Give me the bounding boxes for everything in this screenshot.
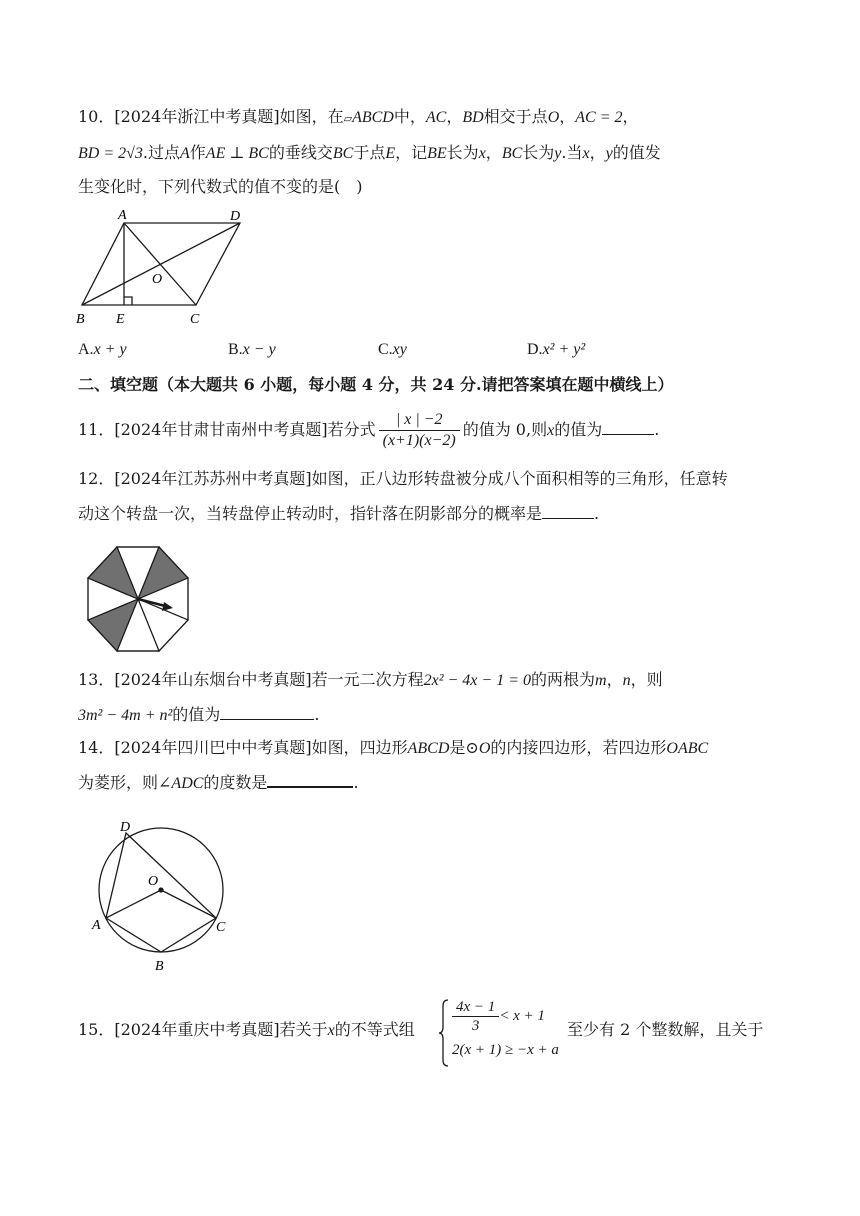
q12-line2: [78, 503, 599, 525]
q11-line: [78, 410, 659, 451]
label-e: E: [116, 312, 125, 327]
label-a: A: [92, 918, 101, 933]
q13-end: .: [314, 705, 320, 724]
q13-text: 的两根为: [531, 670, 596, 689]
q14-number: 14．: [78, 738, 115, 757]
rhombus-oabc: [106, 890, 216, 918]
label-b: B: [76, 312, 85, 327]
q11-text: 的值为: [554, 420, 603, 439]
q14-text: 是: [449, 738, 466, 757]
q14-circle-o: ⊙O: [465, 740, 491, 757]
q13-text: 若一元二次方程: [311, 670, 424, 689]
label-d: D: [120, 820, 131, 835]
q10-bd: BD: [462, 109, 484, 126]
q10-line2: [78, 142, 661, 165]
q13-text: 的值为: [172, 705, 221, 724]
q10-bc: BC: [501, 145, 523, 162]
q10-text: .过点: [142, 143, 180, 162]
diagonal-bd: [82, 223, 240, 305]
q15-inequality-2: 2(x + 1) ≥ −x + a: [452, 1042, 559, 1058]
q10-y: y: [554, 145, 562, 162]
q12-source: [2024年江苏苏州中考真题]: [114, 469, 312, 488]
q10-option-c[interactable]: C.xy: [378, 341, 407, 358]
center-point: [158, 887, 163, 892]
q15-inequality-1: [452, 998, 545, 1035]
q14-text: 的度数是: [203, 773, 268, 792]
q15-source: [2024年重庆中考真题]: [114, 1020, 280, 1039]
q13-expression: 3m² − 4m + n²: [78, 707, 173, 724]
q14-angle: ∠ADC: [158, 775, 204, 792]
q14-text: 的内接四边形，若四边形: [490, 738, 667, 757]
q11-text: 的值为 0,则: [462, 420, 548, 439]
q11-x: x: [547, 422, 555, 439]
q11-denominator: (x+1)(x−2): [382, 432, 456, 449]
q10-text: ，: [559, 107, 576, 126]
q10-ac-equation: AC = 2: [575, 109, 623, 126]
parallelogram-symbol: ▱: [343, 112, 353, 125]
q10-text: .当: [561, 143, 583, 162]
q14-text: 如图，四边形: [311, 738, 408, 757]
q15-line1: [78, 1019, 415, 1042]
q10-option-b[interactable]: B.x − y: [228, 341, 276, 358]
q10-text: 中，: [393, 107, 426, 126]
q13-source: [2024年山东烟台中考真题]: [114, 670, 312, 689]
q10-perpendicular: AE ⊥ BC: [205, 145, 269, 162]
q10-x: x: [582, 145, 590, 162]
q12-octagon-spinner-figure: [76, 543, 200, 655]
label-c: C: [216, 920, 226, 935]
q13-text: ，: [606, 670, 623, 689]
label-o: O: [148, 874, 159, 889]
q10-ac: AC: [425, 109, 447, 126]
q13-m: m: [595, 672, 607, 689]
q13-text: ，则: [630, 670, 663, 689]
q10-e: E: [385, 145, 396, 162]
q10-parallelogram-figure: [72, 205, 262, 330]
q15-text: 若关于: [279, 1020, 328, 1039]
label-b: B: [155, 959, 164, 974]
q12-end: .: [594, 504, 600, 523]
q10-text: 于点: [353, 143, 386, 162]
q15-frac-denominator: 3: [471, 1018, 480, 1034]
q14-text: 为菱形，则: [78, 773, 159, 792]
q15-x: x: [327, 1022, 335, 1039]
q11-numerator: | x | −2: [379, 410, 460, 431]
q13-line2: [78, 704, 319, 727]
q10-option-d[interactable]: D.x² + y²: [527, 341, 586, 358]
q10-o: O: [547, 109, 560, 126]
q13-answer-blank[interactable]: [220, 705, 314, 720]
q11-answer-blank[interactable]: [602, 420, 654, 435]
section-heading: 二、填空题（本大题共 6 小题，每小题 4 分，共 24 分.请把答案填在题中横线上）: [78, 375, 674, 394]
q14-source: [2024年四川巴中中考真题]: [114, 738, 312, 757]
q10-text: ，: [589, 143, 606, 162]
q11-source: [2024年甘肃甘南州中考真题]: [114, 420, 328, 439]
q14-oabc: OABC: [666, 740, 709, 757]
q10-text: 的值发: [612, 143, 661, 162]
q11-fraction: [379, 410, 460, 451]
q10-bd-equation: BD = 2√3: [78, 145, 143, 162]
q10-be: BE: [427, 145, 447, 162]
q12-number: 12．: [78, 469, 115, 488]
q10-text: ，: [485, 143, 502, 162]
q13-line1: [78, 669, 663, 692]
q10-line3: 生变化时，下列代数式的值不变的是( ): [78, 177, 363, 196]
q14-circle-figure: [88, 815, 238, 975]
q14-line1: [78, 737, 708, 760]
q10-text: 如图，在: [279, 107, 344, 126]
label-c: C: [190, 312, 200, 327]
q12-text: 如图，正八边形转盘被分成八个面积相等的三角形，任意转: [311, 469, 728, 488]
q13-equation: 2x² − 4x − 1 = 0: [423, 672, 531, 689]
q10-source: [2024年浙江中考真题]: [114, 107, 280, 126]
q10-a: A: [180, 145, 190, 162]
q15-line1-tail: 至少有 2 个整数解，且关于: [567, 1020, 764, 1039]
q13-n: n: [622, 672, 631, 689]
q10-text: ，: [446, 107, 463, 126]
q10-abcd: ABCD: [352, 109, 394, 126]
q10-text: ，: [622, 107, 639, 126]
q12-line1: [78, 468, 728, 490]
q11-number: 11．: [78, 420, 115, 439]
q10-x: x: [478, 145, 486, 162]
q11-text: 若分式: [327, 420, 376, 439]
q15-text: 的不等式组: [334, 1020, 415, 1039]
q10-number: 10．: [78, 107, 115, 126]
label-o: O: [152, 272, 163, 287]
q11-end: .: [654, 420, 660, 439]
label-a: A: [118, 208, 127, 223]
q10-text: 长为: [522, 143, 555, 162]
q14-abcd: ABCD: [407, 740, 450, 757]
brace-icon: [438, 998, 450, 1068]
q14-line2: [78, 772, 359, 795]
label-d: D: [230, 209, 241, 224]
q10-text: 相交于点: [483, 107, 548, 126]
q10-bc: BC: [332, 145, 354, 162]
q10-text: 长为: [446, 143, 479, 162]
q10-y: y: [605, 145, 613, 162]
q14-answer-blank[interactable]: [267, 772, 353, 788]
q15-ineq1-rhs: < x + 1: [499, 1007, 545, 1024]
q10-text: 的垂线交: [268, 143, 333, 162]
q10-line1: [78, 106, 639, 130]
q12-answer-blank[interactable]: [542, 504, 594, 519]
right-angle-mark: [124, 297, 132, 305]
q10-text: ，记: [395, 143, 428, 162]
q14-end: .: [353, 773, 359, 792]
q15-frac-numerator: 4x − 1: [452, 998, 499, 1017]
q10-text: 作: [189, 143, 206, 162]
q15-number: 15．: [78, 1020, 115, 1039]
q15-fraction: [452, 998, 499, 1035]
q10-option-a[interactable]: A.x + y: [78, 341, 127, 358]
q12-text: 动这个转盘一次，当转盘停止转动时，指针落在阴影部分的概率是: [78, 504, 543, 523]
q13-number: 13．: [78, 670, 115, 689]
